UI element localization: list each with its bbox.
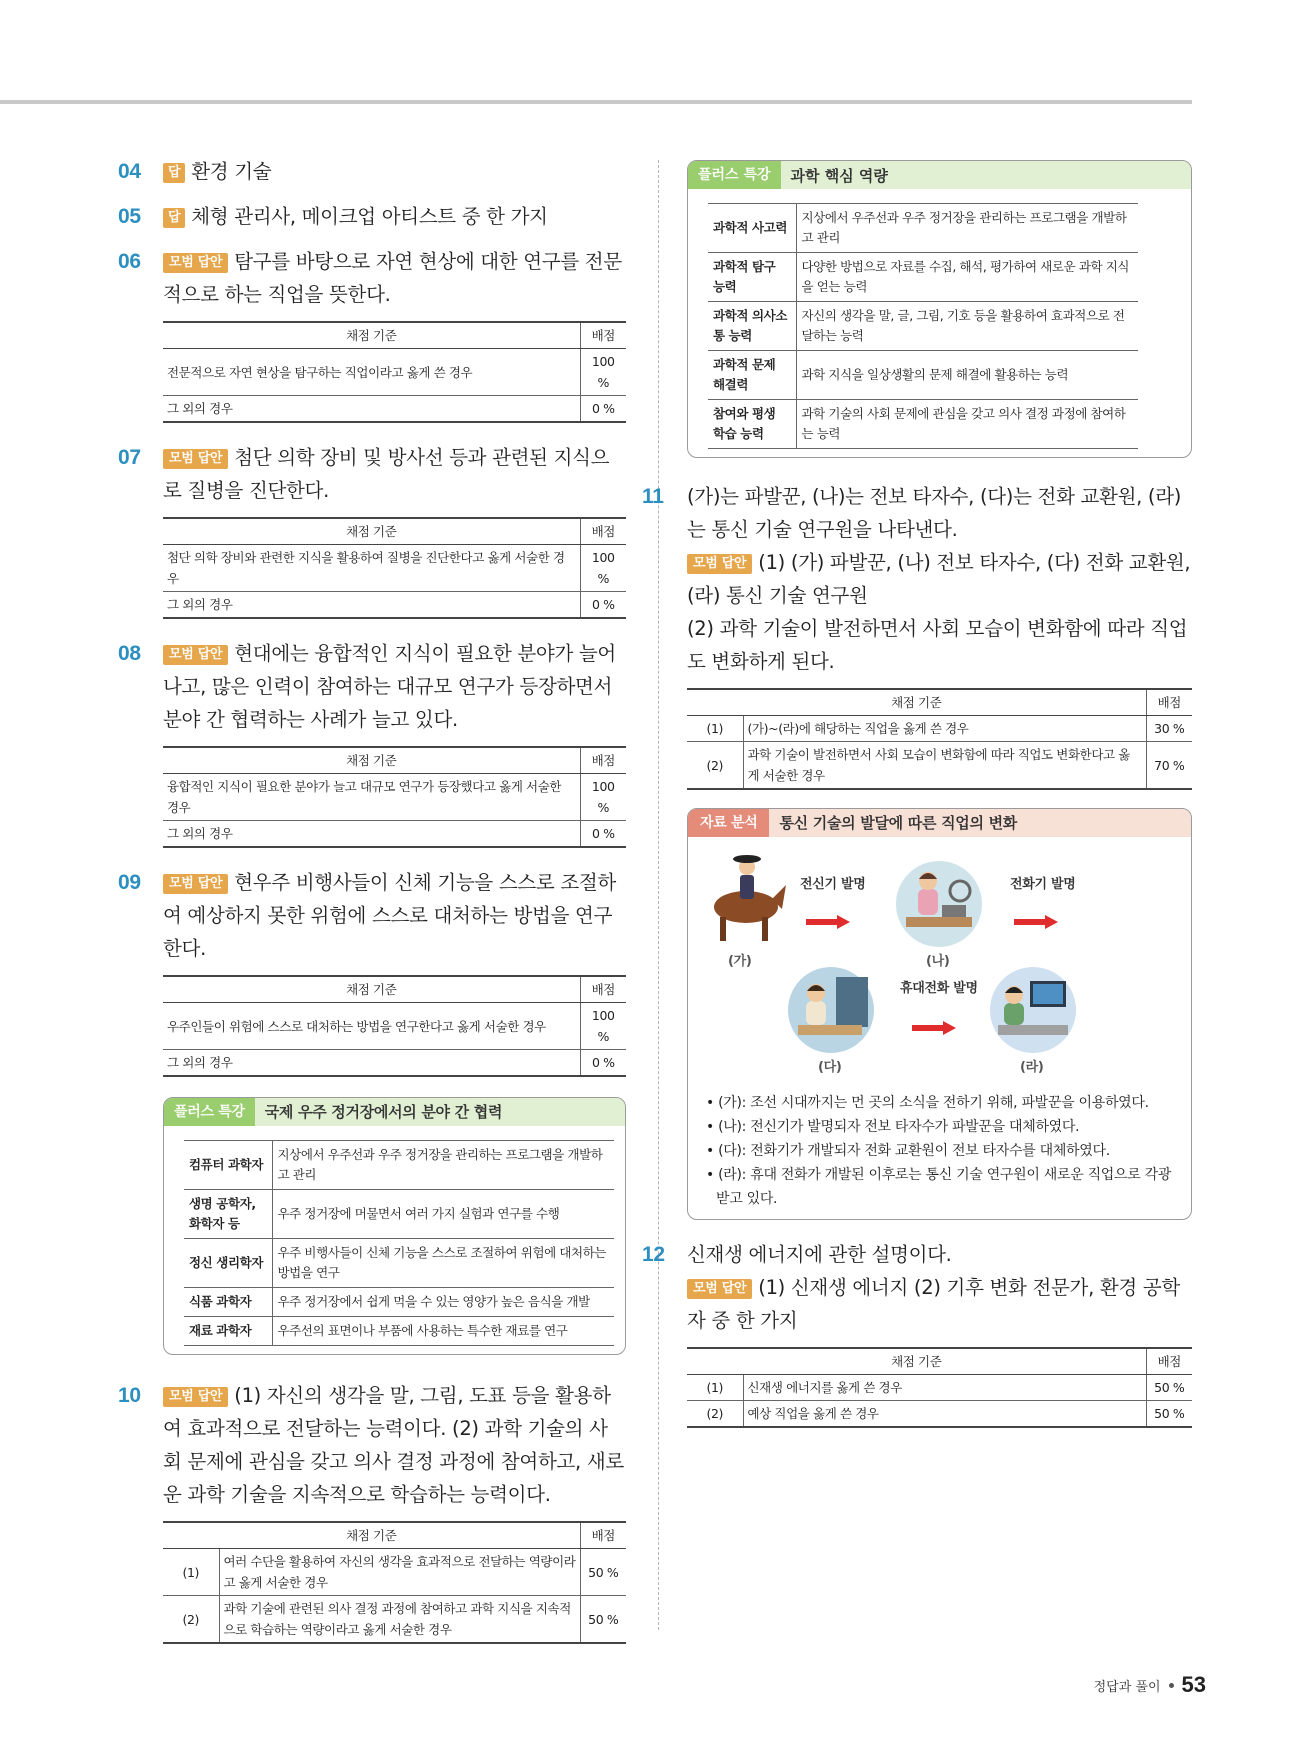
- scoring-table: [687, 1347, 1192, 1428]
- answer-text: (1) 자신의 생각을 말, 그림, 도표 등을 활용하여 효과적으로 전달하는 능력이다. (2) 과학 기술의 사회 문제에 관심을 갖고 의사 결정 과정에 참여하고, 새로운 과학 기술을 지속적으로 학습하는 능력이다.: [163, 1384, 624, 1506]
- criteria-header: 채점 기준: [687, 1348, 1146, 1375]
- table-row: 그 외의 경우 0 %: [163, 396, 626, 423]
- points-header: 배점: [580, 322, 626, 349]
- question-06: [118, 245, 626, 423]
- question-05: [118, 200, 626, 233]
- table-row: 컴퓨터 과학자 지상에서 우주선과 우주 정거장을 관리하는 프로그램을 개발하고 관리: [184, 1141, 614, 1190]
- analysis-bullet: • (가): 조선 시대까지는 먼 곳의 소식을 전하기 위해, 파발꾼을 이용하였다.: [706, 1095, 1149, 1111]
- criteria-header: 채점 기준: [687, 689, 1146, 716]
- criteria-header: 채점 기준: [163, 976, 580, 1003]
- caption-a: (가): [728, 954, 752, 969]
- table-row: 정신 생리학자 우주 비행사들이 신체 기능을 스스로 조절하여 위험에 대처하는 방법을 연구: [184, 1239, 614, 1288]
- telegraph-typist-image: [896, 861, 982, 947]
- caption-b: (나): [926, 954, 950, 969]
- question-number: 11: [642, 485, 664, 508]
- arrow-label-mobile: 휴대전화 발명: [900, 981, 978, 996]
- table-row: (1) 여러 수단을 활용하여 자신의 생각을 효과적으로 전달하는 역량이라고 옳게 서술한 경우 50 %: [163, 1549, 626, 1596]
- table-row: 그 외의 경우 0 %: [163, 1050, 626, 1077]
- horse-messenger-image: [702, 849, 788, 945]
- scoring-table: [163, 975, 626, 1077]
- scoring-table: [163, 321, 626, 423]
- analysis-bullet: • (라): 휴대 전화가 개발된 이후로는 통신 기술 연구원이 새로운 직업으로 각광받고 있다.: [706, 1167, 1172, 1207]
- plus-lecture-title: 국제 우주 정거장에서의 분야 간 협력: [264, 1102, 503, 1121]
- table-row: (2) 과학 기술이 발전하면서 사회 모습이 변화함에 따라 직업도 변화한다고 옳게 서술한 경우 70 %: [687, 742, 1192, 790]
- table-row: 첨단 의학 장비와 관련한 지식을 활용하여 질병을 진단한다고 옳게 서술한 경우 100 %: [163, 545, 626, 592]
- plus-lecture-tag: 플러스 특강: [164, 1098, 255, 1126]
- table-row: 그 외의 경우 0 %: [163, 592, 626, 619]
- criteria-header: 채점 기준: [163, 747, 580, 774]
- table-row: 식품 과학자 우주 정거장에서 쉽게 먹을 수 있는 영양가 높은 음식을 개발: [184, 1288, 614, 1317]
- answer-text: 체형 관리사, 메이크업 아티스트 중 한 가지: [191, 205, 548, 228]
- answer-badge: 모범 답안: [687, 1279, 752, 1299]
- question-04: [118, 155, 626, 188]
- criteria-header: 채점 기준: [163, 1522, 580, 1549]
- question-number: 10: [118, 1384, 141, 1407]
- points-header: 배점: [580, 976, 626, 1003]
- answer-badge: 모범 답안: [163, 874, 228, 894]
- plus-lecture-header: [688, 161, 1191, 189]
- answer-text: 탐구를 바탕으로 자연 현상에 대한 연구를 전문적으로 하는 직업을 뜻한다.: [163, 250, 622, 306]
- plus-lecture-box: [163, 1097, 626, 1355]
- answer-badge: 모범 답안: [163, 449, 228, 469]
- question-12: [642, 1238, 1192, 1428]
- table-row: (2) 예상 직업을 옳게 쓴 경우 50 %: [687, 1401, 1192, 1428]
- arrow-label-telephone: 전화기 발명: [1010, 877, 1076, 892]
- arrow-right-icon: [806, 915, 850, 929]
- criteria-header: 채점 기준: [163, 322, 580, 349]
- answer-badge: 모범 답안: [687, 554, 752, 574]
- question-number: 05: [118, 205, 141, 228]
- criteria-header: 채점 기준: [163, 518, 580, 545]
- footer-text: 정답과 풀이: [1093, 1679, 1161, 1695]
- table-row: 재료 과학자 우주선의 표면이나 부품에 사용하는 특수한 재료를 연구: [184, 1317, 614, 1346]
- table-row: 참여와 평생 학습 능력 과학 기술의 사회 문제에 관심을 갖고 의사 결정 과정에 참여하는 능력: [708, 400, 1138, 449]
- question-09: [118, 866, 626, 1355]
- footer-dot: [1169, 1683, 1174, 1688]
- analysis-bullet: • (나): 전신기가 발명되자 전보 타자수가 파발꾼을 대체하였다.: [706, 1119, 1080, 1135]
- caption-d: (라): [1020, 1060, 1044, 1075]
- points-header: 배점: [1146, 1348, 1192, 1375]
- answer-text: (1) 신재생 에너지 (2) 기후 변화 전문가, 환경 공학자 중 한 가지: [687, 1276, 1180, 1332]
- table-row: 생명 공학자, 화학자 등 우주 정거장에 머물면서 여러 가지 실험과 연구를 수행: [184, 1190, 614, 1239]
- answer-badge: 답: [163, 163, 185, 183]
- scoring-table: [163, 746, 626, 848]
- table-row: 과학적 문제 해결력 과학 지식을 일상생활의 문제 해결에 활용하는 능력: [708, 351, 1138, 400]
- table-row: 그 외의 경우 0 %: [163, 821, 626, 848]
- top-rule: [0, 100, 1192, 104]
- table-row: 과학적 탐구 능력 다양한 방법으로 자료를 수집, 해석, 평가하여 새로운 과학 지식을 얻는 능력: [708, 253, 1138, 302]
- question-07: [118, 441, 626, 619]
- data-analysis-box: [687, 808, 1192, 1220]
- page-number: 53: [1181, 1672, 1206, 1697]
- table-row: (1) (가)~(라)에 해당하는 직업을 옳게 쓴 경우 30 %: [687, 716, 1192, 742]
- points-header: 배점: [1146, 689, 1192, 716]
- page-footer: [1094, 1672, 1206, 1698]
- plus-lecture-tag: 플러스 특강: [688, 161, 781, 189]
- table-row: 과학적 사고력 지상에서 우주선과 우주 정거장을 관리하는 프로그램을 개발하고 관리: [708, 204, 1138, 253]
- answer-part-1: (1) (가) 파발꾼, (나) 전보 타자수, (다) 전화 교환원, (라) 통신 기술 연구원: [687, 551, 1191, 607]
- table-row: (1) 신재생 에너지를 옳게 쓴 경우 50 %: [687, 1375, 1192, 1401]
- plus-lecture-header: [164, 1098, 625, 1126]
- right-column: [642, 160, 1192, 1428]
- analysis-header: [688, 809, 1191, 837]
- answer-badge: 모범 답안: [163, 645, 228, 665]
- table-row: 과학적 의사소통 능력 자신의 생각을 말, 글, 그림, 기호 등을 활용하여 효과적으로 전달하는 능력: [708, 302, 1138, 351]
- core-competency-table: [708, 203, 1138, 449]
- answer-text: 첨단 의학 장비 및 방사선 등과 관련된 지식으로 질병을 진단한다.: [163, 446, 610, 502]
- answer-text: 현우주 비행사들이 신체 기능을 스스로 조절하여 예상하지 못한 위험에 스스로 대처하는 방법을 연구한다.: [163, 871, 616, 960]
- arrow-label-telegraph: 전신기 발명: [800, 877, 866, 892]
- points-header: 배점: [580, 518, 626, 545]
- scoring-table: [687, 688, 1192, 790]
- question-number: 12: [642, 1243, 665, 1266]
- answer-badge: 답: [163, 208, 185, 228]
- plus-lecture-box-core: [687, 160, 1192, 458]
- question-intro: (가)는 파발꾼, (나)는 전보 타자수, (다)는 전화 교환원, (라)는 통신 기술 연구원을 나타낸다.: [687, 485, 1182, 541]
- question-11: [642, 480, 1192, 1220]
- analysis-bullet: • (다): 전화기가 개발되자 전화 교환원이 전보 타자수를 대체하였다.: [706, 1143, 1110, 1159]
- question-08: [118, 637, 626, 848]
- scoring-table: [163, 1521, 626, 1644]
- answer-text: 현대에는 융합적인 지식이 필요한 분야가 늘어나고, 많은 인력이 참여하는 대규모 연구가 등장하면서 분야 간 협력하는 사례가 늘고 있다.: [163, 642, 616, 731]
- question-number: 06: [118, 250, 141, 273]
- arrow-right-icon: [912, 1021, 956, 1035]
- job-change-illustration: [688, 837, 1191, 1091]
- analysis-tag: 자료 분석: [688, 809, 769, 837]
- answer-part-2: (2) 과학 기술이 발전하면서 사회 모습이 변화함에 따라 직업도 변화하게 된다.: [687, 617, 1188, 673]
- question-number: 09: [118, 871, 141, 894]
- communications-researcher-image: [990, 967, 1076, 1053]
- answer-badge: 모범 답안: [163, 1387, 228, 1407]
- plus-lecture-title: 과학 핵심 역량: [790, 166, 888, 185]
- table-row: (2) 과학 기술에 관련된 의사 결정 과정에 참여하고 과학 지식을 지속적으로 학습하는 역량이라고 옳게 서술한 경우 50 %: [163, 1596, 626, 1644]
- left-column: [118, 155, 626, 1644]
- caption-c: (다): [818, 1060, 842, 1075]
- points-header: 배점: [580, 1522, 626, 1549]
- scoring-table: [163, 517, 626, 619]
- table-row: 전문적으로 자연 현상을 탐구하는 직업이라고 옳게 쓴 경우 100 %: [163, 349, 626, 396]
- points-header: 배점: [580, 747, 626, 774]
- collaboration-table: [184, 1140, 614, 1346]
- answer-text: 환경 기술: [191, 160, 272, 183]
- table-row: 우주인들이 위험에 스스로 대처하는 방법을 연구한다고 옳게 서술한 경우 100 %: [163, 1003, 626, 1050]
- analysis-title: 통신 기술의 발달에 따른 직업의 변화: [779, 813, 1017, 832]
- question-number: 08: [118, 642, 141, 665]
- telephone-operator-image: [788, 967, 874, 1053]
- table-row: 융합적인 지식이 필요한 분야가 늘고 대규모 연구가 등장했다고 옳게 서술한 경우 100 %: [163, 774, 626, 821]
- question-number: 04: [118, 160, 141, 183]
- question-intro: 신재생 에너지에 관한 설명이다.: [687, 1243, 952, 1266]
- answer-badge: 모범 답안: [163, 253, 228, 273]
- question-number: 07: [118, 446, 141, 469]
- arrow-right-icon: [1014, 915, 1058, 929]
- question-10: [118, 1379, 626, 1644]
